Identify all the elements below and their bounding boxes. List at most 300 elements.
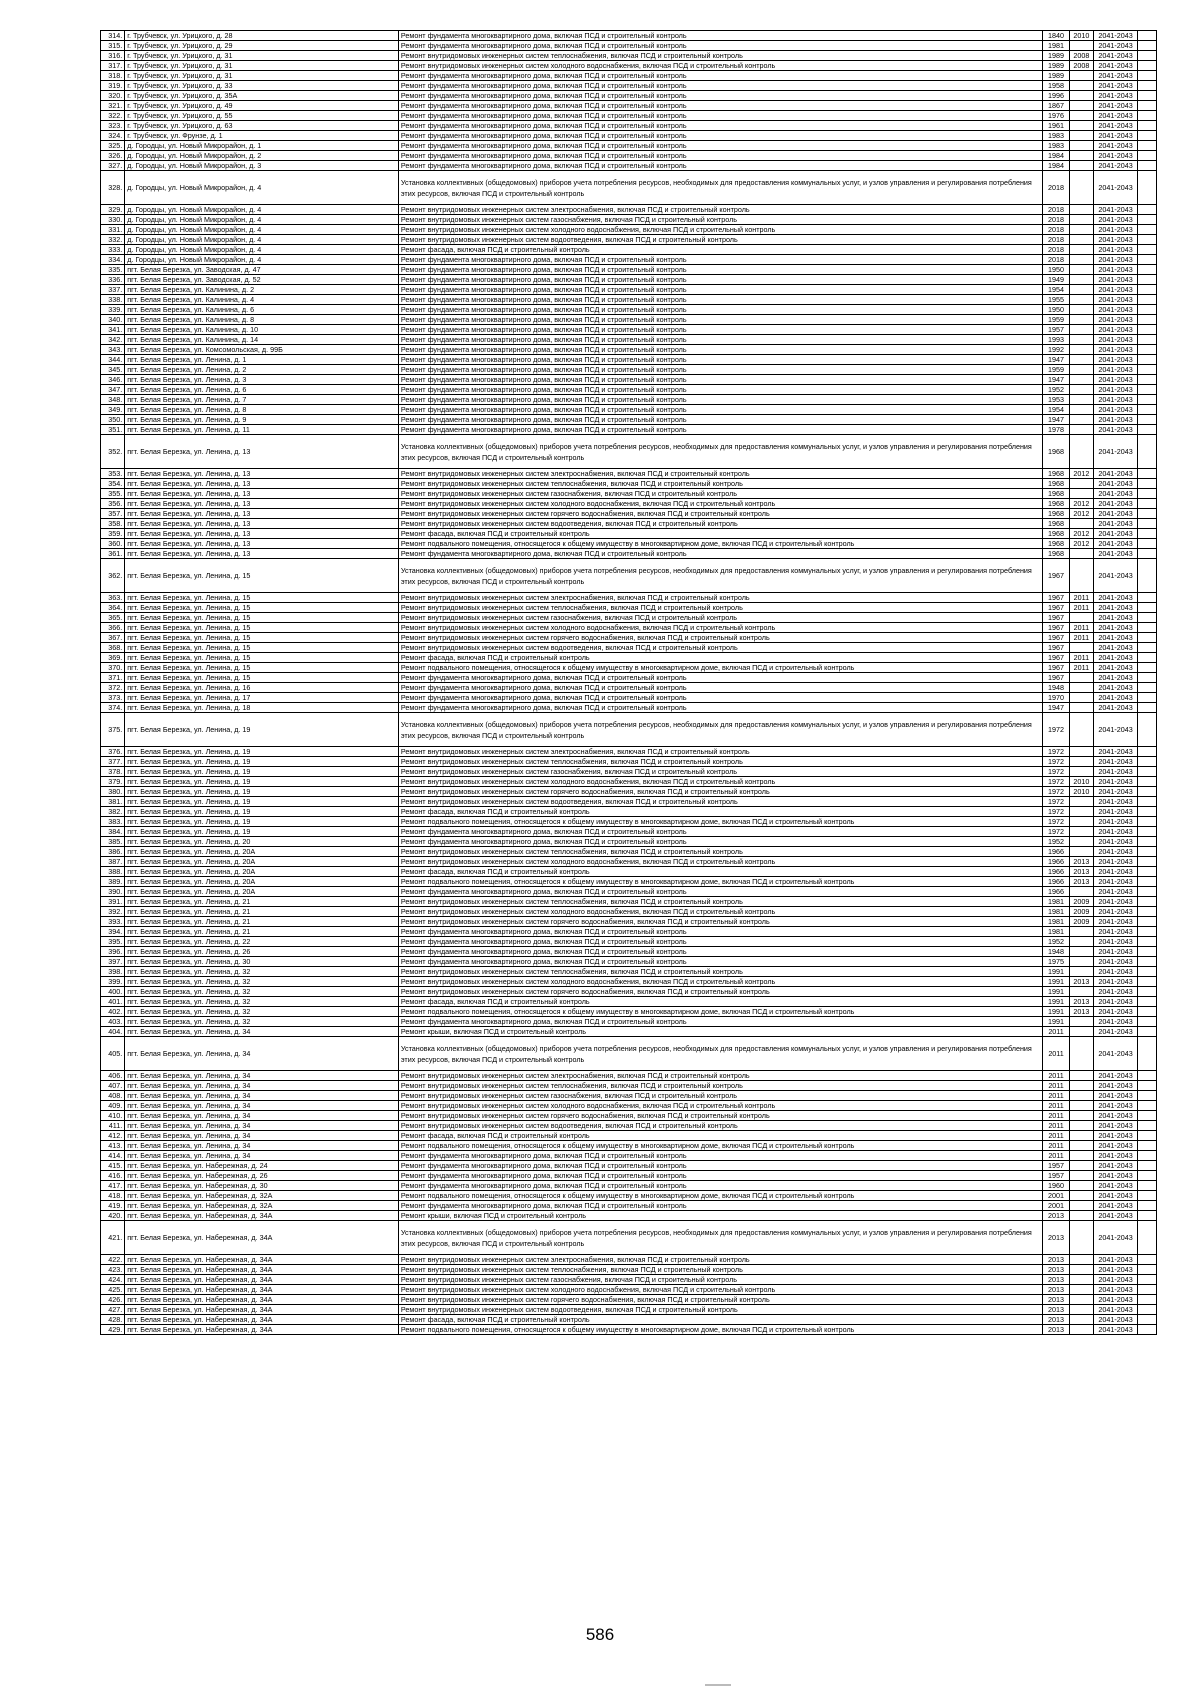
table-row <box>101 31 1157 41</box>
table-row <box>101 141 1157 151</box>
row-number-cell: 381. <box>101 797 125 807</box>
work-type-cell: Ремонт внутридомовых инженерных систем водоотведения, включая ПСД и строительный контроль <box>398 519 1042 529</box>
row-number-cell: 419. <box>101 1201 125 1211</box>
work-type-cell: Ремонт фасада, включая ПСД и строительный контроль <box>398 1131 1042 1141</box>
row-number-cell: 329. <box>101 205 125 215</box>
work-type-cell: Ремонт фасада, включая ПСД и строительный контроль <box>398 867 1042 877</box>
build-year-cell: 1968 <box>1043 529 1069 539</box>
address-cell: пгт. Белая Березка, ул. Заводская, д. 52 <box>125 275 399 285</box>
work-type-cell: Ремонт внутридомовых инженерных систем холодного водоснабжения, включая ПСД и строительный контроль <box>398 225 1042 235</box>
address-cell: пгт. Белая Березка, ул. Ленина, д. 20А <box>125 847 399 857</box>
work-type-cell: Ремонт подвального помещения, относящегося к общему имуществу в многоквартирном доме, включая ПСД и строительный контроль <box>398 539 1042 549</box>
last-repair-year-cell <box>1069 225 1093 235</box>
build-year-cell: 1954 <box>1043 285 1069 295</box>
row-number-cell: 356. <box>101 499 125 509</box>
planned-period-cell: 2041-2043 <box>1094 365 1138 375</box>
row-number-cell: 350. <box>101 415 125 425</box>
work-type-cell: Ремонт фундамента многоквартирного дома, включая ПСД и строительный контроль <box>398 345 1042 355</box>
last-repair-year-cell <box>1069 111 1093 121</box>
work-type-cell: Ремонт фундамента многоквартирного дома, включая ПСД и строительный контроль <box>398 703 1042 713</box>
last-repair-year-cell <box>1069 81 1093 91</box>
planned-period-cell: 2041-2043 <box>1094 131 1138 141</box>
build-year-cell: 2011 <box>1043 1037 1069 1071</box>
row-number-cell: 363. <box>101 593 125 603</box>
planned-period-cell: 2041-2043 <box>1094 559 1138 593</box>
address-cell: пгт. Белая Березка, ул. Ленина, д. 34 <box>125 1121 399 1131</box>
table-row <box>101 375 1157 385</box>
planned-period-cell: 2041-2043 <box>1094 1081 1138 1091</box>
build-year-cell: 1953 <box>1043 395 1069 405</box>
address-cell: пгт. Белая Березка, ул. Набережная, д. 34А <box>125 1255 399 1265</box>
address-cell: г. Трубчевск, ул. Урицкого, д. 28 <box>125 31 399 41</box>
empty-cell <box>1138 275 1157 285</box>
planned-period-cell: 2041-2043 <box>1094 593 1138 603</box>
last-repair-year-cell <box>1069 265 1093 275</box>
row-number-cell: 390. <box>101 887 125 897</box>
work-type-cell: Ремонт фундамента многоквартирного дома, включая ПСД и строительный контроль <box>398 549 1042 559</box>
empty-cell <box>1138 529 1157 539</box>
empty-cell <box>1138 101 1157 111</box>
build-year-cell: 1978 <box>1043 425 1069 435</box>
last-repair-year-cell <box>1069 1285 1093 1295</box>
address-cell: д. Городцы, ул. Новый Микрорайон, д. 4 <box>125 235 399 245</box>
table-row <box>101 435 1157 469</box>
last-repair-year-cell <box>1069 1037 1093 1071</box>
table-row <box>101 837 1157 847</box>
address-cell: пгт. Белая Березка, ул. Ленина, д. 15 <box>125 633 399 643</box>
planned-period-cell: 2041-2043 <box>1094 1037 1138 1071</box>
planned-period-cell: 2041-2043 <box>1094 161 1138 171</box>
table-row <box>101 593 1157 603</box>
row-number-cell: 398. <box>101 967 125 977</box>
last-repair-year-cell <box>1069 807 1093 817</box>
row-number-cell: 338. <box>101 295 125 305</box>
address-cell: пгт. Белая Березка, ул. Ленина, д. 2 <box>125 365 399 375</box>
row-number-cell: 424. <box>101 1275 125 1285</box>
last-repair-year-cell: 2011 <box>1069 593 1093 603</box>
table-row <box>101 1131 1157 1141</box>
address-cell: пгт. Белая Березка, ул. Калинина, д. 14 <box>125 335 399 345</box>
address-cell: пгт. Белая Березка, ул. Ленина, д. 13 <box>125 499 399 509</box>
work-type-cell: Ремонт внутридомовых инженерных систем холодного водоснабжения, включая ПСД и строительный контроль <box>398 857 1042 867</box>
address-cell: пгт. Белая Березка, ул. Ленина, д. 15 <box>125 653 399 663</box>
table-row <box>101 867 1157 877</box>
planned-period-cell: 2041-2043 <box>1094 757 1138 767</box>
address-cell: пгт. Белая Березка, ул. Ленина, д. 21 <box>125 907 399 917</box>
planned-period-cell: 2041-2043 <box>1094 91 1138 101</box>
last-repair-year-cell <box>1069 1221 1093 1255</box>
row-number-cell: 330. <box>101 215 125 225</box>
last-repair-year-cell <box>1069 405 1093 415</box>
empty-cell <box>1138 335 1157 345</box>
row-number-cell: 355. <box>101 489 125 499</box>
empty-cell <box>1138 603 1157 613</box>
planned-period-cell: 2041-2043 <box>1094 767 1138 777</box>
row-number-cell: 374. <box>101 703 125 713</box>
planned-period-cell: 2041-2043 <box>1094 807 1138 817</box>
work-type-cell: Ремонт фундамента многоквартирного дома, включая ПСД и строительный контроль <box>398 1181 1042 1191</box>
last-repair-year-cell: 2012 <box>1069 529 1093 539</box>
table-row <box>101 41 1157 51</box>
row-number-cell: 339. <box>101 305 125 315</box>
build-year-cell: 1981 <box>1043 897 1069 907</box>
last-repair-year-cell: 2013 <box>1069 877 1093 887</box>
build-year-cell: 1967 <box>1043 603 1069 613</box>
last-repair-year-cell <box>1069 1081 1093 1091</box>
table-row <box>101 395 1157 405</box>
planned-period-cell: 2041-2043 <box>1094 101 1138 111</box>
build-year-cell: 1972 <box>1043 827 1069 837</box>
build-year-cell: 1991 <box>1043 997 1069 1007</box>
row-number-cell: 360. <box>101 539 125 549</box>
table-row <box>101 71 1157 81</box>
table-row <box>101 315 1157 325</box>
row-number-cell: 358. <box>101 519 125 529</box>
empty-cell <box>1138 673 1157 683</box>
table-row <box>101 295 1157 305</box>
row-number-cell: 426. <box>101 1295 125 1305</box>
row-number-cell: 415. <box>101 1161 125 1171</box>
empty-cell <box>1138 51 1157 61</box>
empty-cell <box>1138 653 1157 663</box>
work-type-cell: Ремонт внутридомовых инженерных систем теплоснабжения, включая ПСД и строительный контроль <box>398 51 1042 61</box>
build-year-cell: 1961 <box>1043 121 1069 131</box>
work-type-cell: Ремонт фундамента многоквартирного дома, включая ПСД и строительный контроль <box>398 315 1042 325</box>
planned-period-cell: 2041-2043 <box>1094 653 1138 663</box>
row-number-cell: 366. <box>101 623 125 633</box>
work-type-cell: Ремонт внутридомовых инженерных систем теплоснабжения, включая ПСД и строительный контроль <box>398 1081 1042 1091</box>
work-type-cell: Ремонт внутридомовых инженерных систем газоснабжения, включая ПСД и строительный контроль <box>398 613 1042 623</box>
row-number-cell: 342. <box>101 335 125 345</box>
build-year-cell: 1967 <box>1043 613 1069 623</box>
last-repair-year-cell <box>1069 255 1093 265</box>
work-type-cell: Ремонт внутридомовых инженерных систем газоснабжения, включая ПСД и строительный контроль <box>398 489 1042 499</box>
last-repair-year-cell <box>1069 355 1093 365</box>
work-type-cell: Ремонт фундамента многоквартирного дома, включая ПСД и строительный контроль <box>398 325 1042 335</box>
planned-period-cell: 2041-2043 <box>1094 225 1138 235</box>
empty-cell <box>1138 613 1157 623</box>
build-year-cell: 1992 <box>1043 345 1069 355</box>
table-row <box>101 1265 1157 1275</box>
planned-period-cell: 2041-2043 <box>1094 245 1138 255</box>
last-repair-year-cell <box>1069 479 1093 489</box>
row-number-cell: 368. <box>101 643 125 653</box>
last-repair-year-cell: 2011 <box>1069 653 1093 663</box>
planned-period-cell: 2041-2043 <box>1094 539 1138 549</box>
build-year-cell: 1967 <box>1043 593 1069 603</box>
last-repair-year-cell <box>1069 887 1093 897</box>
row-number-cell: 322. <box>101 111 125 121</box>
last-repair-year-cell: 2012 <box>1069 509 1093 519</box>
work-type-cell: Ремонт фундамента многоквартирного дома, включая ПСД и строительный контроль <box>398 415 1042 425</box>
empty-cell <box>1138 1181 1157 1191</box>
planned-period-cell: 2041-2043 <box>1094 489 1138 499</box>
last-repair-year-cell <box>1069 1265 1093 1275</box>
row-number-cell: 401. <box>101 997 125 1007</box>
address-cell: пгт. Белая Березка, ул. Ленина, д. 8 <box>125 405 399 415</box>
last-repair-year-cell <box>1069 315 1093 325</box>
address-cell: пгт. Белая Березка, ул. Ленина, д. 34 <box>125 1081 399 1091</box>
work-type-cell: Ремонт фундамента многоквартирного дома, включая ПСД и строительный контроль <box>398 405 1042 415</box>
work-type-cell: Ремонт фундамента многоквартирного дома, включая ПСД и строительный контроль <box>398 111 1042 121</box>
last-repair-year-cell <box>1069 295 1093 305</box>
last-repair-year-cell <box>1069 71 1093 81</box>
row-number-cell: 411. <box>101 1121 125 1131</box>
build-year-cell: 2013 <box>1043 1265 1069 1275</box>
row-number-cell: 393. <box>101 917 125 927</box>
planned-period-cell: 2041-2043 <box>1094 797 1138 807</box>
empty-cell <box>1138 519 1157 529</box>
work-type-cell: Ремонт внутридомовых инженерных систем горячего водоснабжения, включая ПСД и строительный контроль <box>398 633 1042 643</box>
last-repair-year-cell <box>1069 1315 1093 1325</box>
planned-period-cell: 2041-2043 <box>1094 1315 1138 1325</box>
row-number-cell: 422. <box>101 1255 125 1265</box>
table-row <box>101 797 1157 807</box>
table-row <box>101 305 1157 315</box>
planned-period-cell: 2041-2043 <box>1094 1131 1138 1141</box>
planned-period-cell: 2041-2043 <box>1094 425 1138 435</box>
empty-cell <box>1138 797 1157 807</box>
build-year-cell: 1968 <box>1043 435 1069 469</box>
row-number-cell: 416. <box>101 1171 125 1181</box>
row-number-cell: 347. <box>101 385 125 395</box>
last-repair-year-cell <box>1069 757 1093 767</box>
empty-cell <box>1138 171 1157 205</box>
work-type-cell: Ремонт фундамента многоквартирного дома, включая ПСД и строительный контроль <box>398 673 1042 683</box>
empty-cell <box>1138 1081 1157 1091</box>
address-cell: пгт. Белая Березка, ул. Ленина, д. 13 <box>125 519 399 529</box>
build-year-cell: 2013 <box>1043 1315 1069 1325</box>
empty-cell <box>1138 807 1157 817</box>
work-type-cell: Ремонт фундамента многоквартирного дома, включая ПСД и строительный контроль <box>398 1171 1042 1181</box>
empty-cell <box>1138 549 1157 559</box>
build-year-cell: 1996 <box>1043 91 1069 101</box>
row-number-cell: 406. <box>101 1071 125 1081</box>
table-row <box>101 345 1157 355</box>
address-cell: пгт. Белая Березка, ул. Ленина, д. 26 <box>125 947 399 957</box>
planned-period-cell: 2041-2043 <box>1094 703 1138 713</box>
last-repair-year-cell <box>1069 1161 1093 1171</box>
work-type-cell: Ремонт фундамента многоквартирного дома, включая ПСД и строительный контроль <box>398 285 1042 295</box>
build-year-cell: 2011 <box>1043 1091 1069 1101</box>
empty-cell <box>1138 559 1157 593</box>
planned-period-cell: 2041-2043 <box>1094 907 1138 917</box>
address-cell: пгт. Белая Березка, ул. Ленина, д. 34 <box>125 1071 399 1081</box>
empty-cell <box>1138 479 1157 489</box>
address-cell: пгт. Белая Березка, ул. Ленина, д. 7 <box>125 395 399 405</box>
empty-cell <box>1138 907 1157 917</box>
table-row <box>101 205 1157 215</box>
build-year-cell: 2018 <box>1043 245 1069 255</box>
planned-period-cell: 2041-2043 <box>1094 673 1138 683</box>
table-row <box>101 623 1157 633</box>
empty-cell <box>1138 1325 1157 1335</box>
row-number-cell: 323. <box>101 121 125 131</box>
address-cell: г. Трубчевск, ул. Урицкого, д. 31 <box>125 51 399 61</box>
last-repair-year-cell <box>1069 957 1093 967</box>
build-year-cell: 1867 <box>1043 101 1069 111</box>
last-repair-year-cell <box>1069 827 1093 837</box>
work-type-cell: Ремонт фасада, включая ПСД и строительный контроль <box>398 1315 1042 1325</box>
last-repair-year-cell: 2012 <box>1069 469 1093 479</box>
build-year-cell: 1991 <box>1043 977 1069 987</box>
empty-cell <box>1138 255 1157 265</box>
table-row <box>101 539 1157 549</box>
table-row <box>101 747 1157 757</box>
row-number-cell: 370. <box>101 663 125 673</box>
address-cell: пгт. Белая Березка, ул. Ленина, д. 15 <box>125 623 399 633</box>
planned-period-cell: 2041-2043 <box>1094 817 1138 827</box>
build-year-cell: 2013 <box>1043 1255 1069 1265</box>
row-number-cell: 375. <box>101 713 125 747</box>
build-year-cell: 2011 <box>1043 1121 1069 1131</box>
table-row <box>101 529 1157 539</box>
address-cell: пгт. Белая Березка, ул. Набережная, д. 30 <box>125 1181 399 1191</box>
row-number-cell: 348. <box>101 395 125 405</box>
planned-period-cell: 2041-2043 <box>1094 235 1138 245</box>
work-type-cell: Ремонт крыши, включая ПСД и строительный контроль <box>398 1211 1042 1221</box>
address-cell: пгт. Белая Березка, ул. Ленина, д. 16 <box>125 683 399 693</box>
table-row <box>101 917 1157 927</box>
last-repair-year-cell <box>1069 1211 1093 1221</box>
planned-period-cell: 2041-2043 <box>1094 1017 1138 1027</box>
row-number-cell: 395. <box>101 937 125 947</box>
empty-cell <box>1138 499 1157 509</box>
planned-period-cell: 2041-2043 <box>1094 315 1138 325</box>
empty-cell <box>1138 215 1157 225</box>
empty-cell <box>1138 285 1157 295</box>
last-repair-year-cell <box>1069 1141 1093 1151</box>
table-row <box>101 245 1157 255</box>
table-row <box>101 663 1157 673</box>
work-type-cell: Ремонт фундамента многоквартирного дома, включая ПСД и строительный контроль <box>398 1017 1042 1027</box>
planned-period-cell: 2041-2043 <box>1094 997 1138 1007</box>
table-row <box>101 559 1157 593</box>
empty-cell <box>1138 877 1157 887</box>
planned-period-cell: 2041-2043 <box>1094 977 1138 987</box>
empty-cell <box>1138 1221 1157 1255</box>
planned-period-cell: 2041-2043 <box>1094 857 1138 867</box>
planned-period-cell: 2041-2043 <box>1094 1295 1138 1305</box>
build-year-cell: 1983 <box>1043 131 1069 141</box>
page-number: 586 <box>585 1625 615 1644</box>
work-type-cell: Ремонт фасада, включая ПСД и строительный контроль <box>398 997 1042 1007</box>
last-repair-year-cell <box>1069 1091 1093 1101</box>
work-type-cell: Ремонт фундамента многоквартирного дома, включая ПСД и строительный контроль <box>398 395 1042 405</box>
last-repair-year-cell <box>1069 171 1093 205</box>
row-number-cell: 344. <box>101 355 125 365</box>
address-cell: пгт. Белая Березка, ул. Ленина, д. 30 <box>125 957 399 967</box>
build-year-cell: 1958 <box>1043 81 1069 91</box>
planned-period-cell: 2041-2043 <box>1094 1111 1138 1121</box>
planned-period-cell: 2041-2043 <box>1094 375 1138 385</box>
address-cell: пгт. Белая Березка, ул. Ленина, д. 15 <box>125 593 399 603</box>
planned-period-cell: 2041-2043 <box>1094 967 1138 977</box>
build-year-cell: 1967 <box>1043 663 1069 673</box>
build-year-cell: 2013 <box>1043 1325 1069 1335</box>
build-year-cell: 2011 <box>1043 1111 1069 1121</box>
last-repair-year-cell: 2009 <box>1069 897 1093 907</box>
last-repair-year-cell <box>1069 1151 1093 1161</box>
last-repair-year-cell <box>1069 683 1093 693</box>
build-year-cell: 1972 <box>1043 807 1069 817</box>
address-cell: пгт. Белая Березка, ул. Ленина, д. 19 <box>125 713 399 747</box>
build-year-cell: 1972 <box>1043 747 1069 757</box>
row-number-cell: 349. <box>101 405 125 415</box>
planned-period-cell: 2041-2043 <box>1094 683 1138 693</box>
row-number-cell: 318. <box>101 71 125 81</box>
row-number-cell: 382. <box>101 807 125 817</box>
empty-cell <box>1138 161 1157 171</box>
address-cell: пгт. Белая Березка, ул. Набережная, д. 34А <box>125 1325 399 1335</box>
row-number-cell: 405. <box>101 1037 125 1071</box>
work-type-cell: Ремонт фундамента многоквартирного дома, включая ПСД и строительный контроль <box>398 141 1042 151</box>
table-row <box>101 1315 1157 1325</box>
work-type-cell: Ремонт подвального помещения, относящегося к общему имуществу в многоквартирном доме, включая ПСД и строительный контроль <box>398 1191 1042 1201</box>
planned-period-cell: 2041-2043 <box>1094 469 1138 479</box>
empty-cell <box>1138 265 1157 275</box>
work-type-cell: Ремонт внутридомовых инженерных систем электроснабжения, включая ПСД и строительный контроль <box>398 205 1042 215</box>
address-cell: пгт. Белая Березка, ул. Ленина, д. 13 <box>125 539 399 549</box>
build-year-cell: 2013 <box>1043 1305 1069 1315</box>
address-cell: пгт. Белая Березка, ул. Ленина, д. 22 <box>125 937 399 947</box>
empty-cell <box>1138 245 1157 255</box>
build-year-cell: 1959 <box>1043 365 1069 375</box>
table-row <box>101 1325 1157 1335</box>
table-row <box>101 101 1157 111</box>
work-type-cell: Ремонт внутридомовых инженерных систем водоотведения, включая ПСД и строительный контроль <box>398 643 1042 653</box>
row-number-cell: 388. <box>101 867 125 877</box>
row-number-cell: 378. <box>101 767 125 777</box>
empty-cell <box>1138 41 1157 51</box>
empty-cell <box>1138 435 1157 469</box>
last-repair-year-cell <box>1069 1255 1093 1265</box>
empty-cell <box>1138 1265 1157 1275</box>
work-type-cell: Ремонт внутридомовых инженерных систем электроснабжения, включая ПСД и строительный контроль <box>398 593 1042 603</box>
planned-period-cell: 2041-2043 <box>1094 529 1138 539</box>
build-year-cell: 2001 <box>1043 1201 1069 1211</box>
address-cell: пгт. Белая Березка, ул. Ленина, д. 34 <box>125 1101 399 1111</box>
planned-period-cell: 2041-2043 <box>1094 435 1138 469</box>
row-number-cell: 316. <box>101 51 125 61</box>
empty-cell <box>1138 71 1157 81</box>
planned-period-cell: 2041-2043 <box>1094 603 1138 613</box>
address-cell: пгт. Белая Березка, ул. Ленина, д. 20А <box>125 887 399 897</box>
planned-period-cell: 2041-2043 <box>1094 385 1138 395</box>
table-row <box>101 947 1157 957</box>
build-year-cell: 2001 <box>1043 1191 1069 1201</box>
address-cell: пгт. Белая Березка, ул. Ленина, д. 21 <box>125 927 399 937</box>
planned-period-cell: 2041-2043 <box>1094 205 1138 215</box>
row-number-cell: 379. <box>101 777 125 787</box>
work-type-cell: Ремонт внутридомовых инженерных систем холодного водоснабжения, включая ПСД и строительный контроль <box>398 977 1042 987</box>
last-repair-year-cell <box>1069 375 1093 385</box>
table-row <box>101 957 1157 967</box>
empty-cell <box>1138 1131 1157 1141</box>
address-cell: пгт. Белая Березка, ул. Калинина, д. 4 <box>125 295 399 305</box>
planned-period-cell: 2041-2043 <box>1094 1325 1138 1335</box>
planned-period-cell: 2041-2043 <box>1094 415 1138 425</box>
planned-period-cell: 2041-2043 <box>1094 151 1138 161</box>
address-cell: пгт. Белая Березка, ул. Комсомольская, д. 99Б <box>125 345 399 355</box>
row-number-cell: 409. <box>101 1101 125 1111</box>
table-row <box>101 787 1157 797</box>
empty-cell <box>1138 1111 1157 1121</box>
row-number-cell: 332. <box>101 235 125 245</box>
address-cell: пгт. Белая Березка, ул. Калинина, д. 2 <box>125 285 399 295</box>
table-row <box>101 285 1157 295</box>
table-row <box>101 693 1157 703</box>
